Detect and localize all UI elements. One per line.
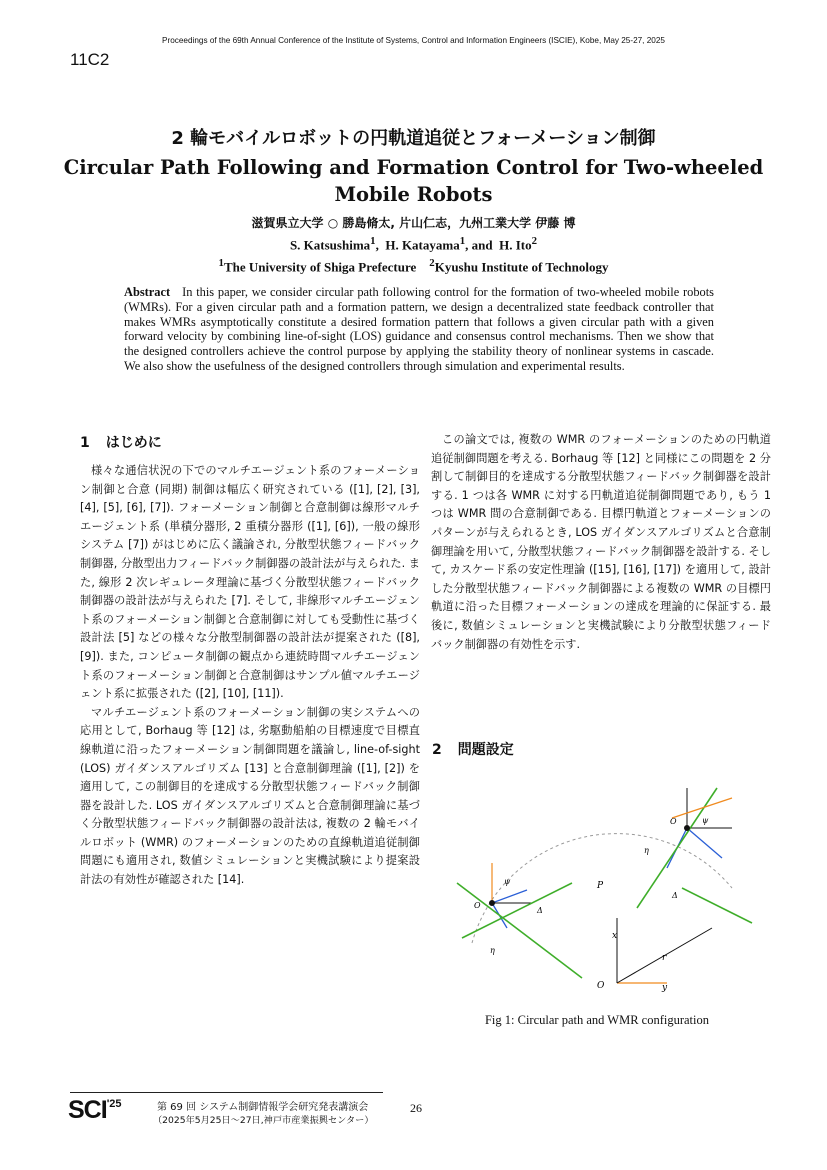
english-title-line2: Mobile Robots <box>334 183 493 206</box>
english-title-line1: Circular Path Following and Formation Control for Two-wheeled <box>63 156 764 179</box>
affil-sup: 2 <box>531 235 538 247</box>
author-1: S. Katsushima <box>289 237 371 253</box>
abstract <box>124 285 714 374</box>
robot2-delta: Δ <box>537 906 543 915</box>
robot1-normal <box>682 888 752 923</box>
section-2-heading <box>432 739 514 759</box>
figure-circular-path <box>432 778 762 1003</box>
affil-sup: 2 <box>429 257 435 270</box>
logo-text: SCI <box>68 1096 107 1124</box>
conference-name: 第 69 回 システム制御情報学会研究発表講演会 <box>157 1102 369 1113</box>
inertial-y-label: y <box>662 983 668 993</box>
affiliation-2: Kyushu Institute of Technology <box>434 259 609 275</box>
affiliation-1: The University of Shiga Prefecture <box>223 259 417 275</box>
section-title: 問題設定 <box>457 742 514 758</box>
section-title: はじめに <box>105 435 162 451</box>
section-number: 2 <box>432 742 442 758</box>
paragraph: この論文では, 複数の WMR のフォーメーションのための円軌道追従制御問題を考える. Borhaug 等 [12] と同様にこの問題を 2 分割して制御目的を達成する分散型状態フィードバック制御器を設計する. 1 つは各 WMR に対する円軌道追従制御問題であり, もう 1 つは WMR 間の合意制御である. 目標円軌道とフォーメーションのパターンが与えられるとき, LOS ガイダンスアルゴリズムと合意制御理論を用いて, 分散型状態フィードバック制御器を設計する. そして, カスケード系の安定性理論 ([15], [16], [17]) を適用して, 設計した分散型状態フィードバック制御器による複数の WMR の目標円軌道に沿った目標フォーメーションの達成を理論的に保証する. 最後に, 数値シミュレーションと実機試験により分散型状態フィードバック制御器の有効性を示す. <box>431 433 771 651</box>
left-column <box>80 462 420 890</box>
abstract-text: In this paper, we consider circular path following control for the formation of two-wheeled mobile robots (WMRs). For a given circular path and a formation pattern, we design a decentralized state feedback controller that makes WMRs asymptotically constitute a desired formation pattern that follows a given circular path with a given forward velocity by combining line-of-sight (LOS) guidance and consensus control mechanisms. Then we show that the designed controllers achieve the control purpose by applying the stability theory of nonlinear systems in cascade. We also show the usefulness of the designed controllers through simulation and experimental results. <box>124 285 714 373</box>
title-block <box>60 124 767 276</box>
figure-caption: Fig 1: Circular path and WMR configuration <box>484 1013 710 1027</box>
robot1-path-tangent <box>637 788 717 908</box>
robot1-marker <box>684 825 690 831</box>
conference-date: （2025年5月25日〜27日,神戸市産業振興センター） <box>153 1115 374 1126</box>
robot2-marker <box>489 900 495 906</box>
paragraph: マルチエージェント系のフォーメーション制御の実システムへの応用として, Borhaug 等 [12] は, 劣駆動船舶の目標速度で目標直線軌道に沿ったフォーメーション制御問題を議論し, line-of-sight (LOS) ガイダンスアルゴリズム [13] と合意制御理論 ([1], [2]) を適用して, この制御目的を達成する分散型状態フィードバック制御器を設計した. LOS ガイダンスアルゴリズムと合意制御理論に基づく分散型状態フィードバック制御器の設計法は, 複数の 2 輪モバイルロボット (WMR) のフォーメーションのための直線軌道追従制御問題にも適用され, 数値シミュレーションと実機試験により提案設計法の有効性が確認された [14]. <box>80 705 420 887</box>
radius-label: r <box>662 953 667 963</box>
origin-label: O <box>597 981 605 991</box>
page-number: 26 <box>410 1101 422 1115</box>
robot2-psi: ψ <box>504 877 511 886</box>
robot2-eta: η <box>490 946 495 955</box>
robot1-heading <box>687 828 722 858</box>
authors-english: S. Katsushima$^1$, H. Katayama$^1$, and H. Ito$^2$ <box>289 235 538 253</box>
conference-logo <box>68 1096 122 1125</box>
robot2-heading <box>492 890 527 903</box>
robot1-psi: ψ <box>702 816 709 825</box>
robot2-label: O <box>474 901 481 910</box>
affiliations <box>60 257 767 275</box>
abstract-label: Abstract <box>124 285 171 299</box>
path-label: P <box>597 881 604 891</box>
japanese-title: 2 輪モバイルロボットの円軌道追従とフォーメーション制御 <box>171 128 656 149</box>
footer-divider <box>70 1092 383 1093</box>
authors-japanese: 滋賀県立大学 ○ 勝島脩太, 片山仁志，九州工業大学 伊藤 博 <box>251 216 576 230</box>
robot1-delta: Δ <box>672 891 678 900</box>
robot1-orange <box>672 798 732 818</box>
affil-sup: 1 <box>218 257 224 270</box>
right-column <box>431 431 771 654</box>
author-2: H. Katayama <box>385 237 460 253</box>
robot1-eta: η <box>644 846 649 855</box>
and-word: and <box>471 237 493 253</box>
section-1-heading <box>80 432 162 452</box>
author-3: H. Ito <box>499 237 532 253</box>
affil-sup: 1 <box>459 235 466 247</box>
section-number: 1 <box>80 435 90 451</box>
robot1-label: O <box>670 817 677 826</box>
inertial-x-label: x <box>612 931 618 941</box>
logo-year: '25 <box>106 1098 122 1110</box>
affil-sup: 1 <box>370 235 376 247</box>
proceedings-header: Proceedings of the 69th Annual Conference of the Institute of Systems, Control and Information Engineers (ISCIE), Kobe, May 25-27, 2025 <box>162 36 665 45</box>
paragraph: 様々な通信状況の下でのマルチエージェント系のフォーメーション制御と合意 (同期) 制御は幅広く研究されている ([1], [2], [3], [4], [5], [6], [7]). フォーメーション制御と合意制御は線形マルチエージェント系 (単積分器形, 2 重積分器形 ([1], [6]), 一般の線形システム [7]) がはじめに広く議論され, 分散型状態フィードバック制御器, 分散型出力フィードバック制御器の設計法が与えられた. また, 線形 2 次レギュレータ理論に基づく分散型状態フィードバック制御器の設計法が与えられた [7]. そして, 非線形マルチエージェント系のフォーメーション制御と合意制御に対しても受動性に基づく設計法 [5] などの様々な分散型制御器の設計法が提案された ([8], [9]). また, コンピュータ制御の観点から連続時間マルチエージェント系のフォーメーション制御と合意制御はサンプル値マルチエージェント系に拡張された ([2], [10], [11]). <box>80 464 420 701</box>
robot2-normal <box>462 883 572 938</box>
session-code: 11C2 <box>70 50 110 69</box>
